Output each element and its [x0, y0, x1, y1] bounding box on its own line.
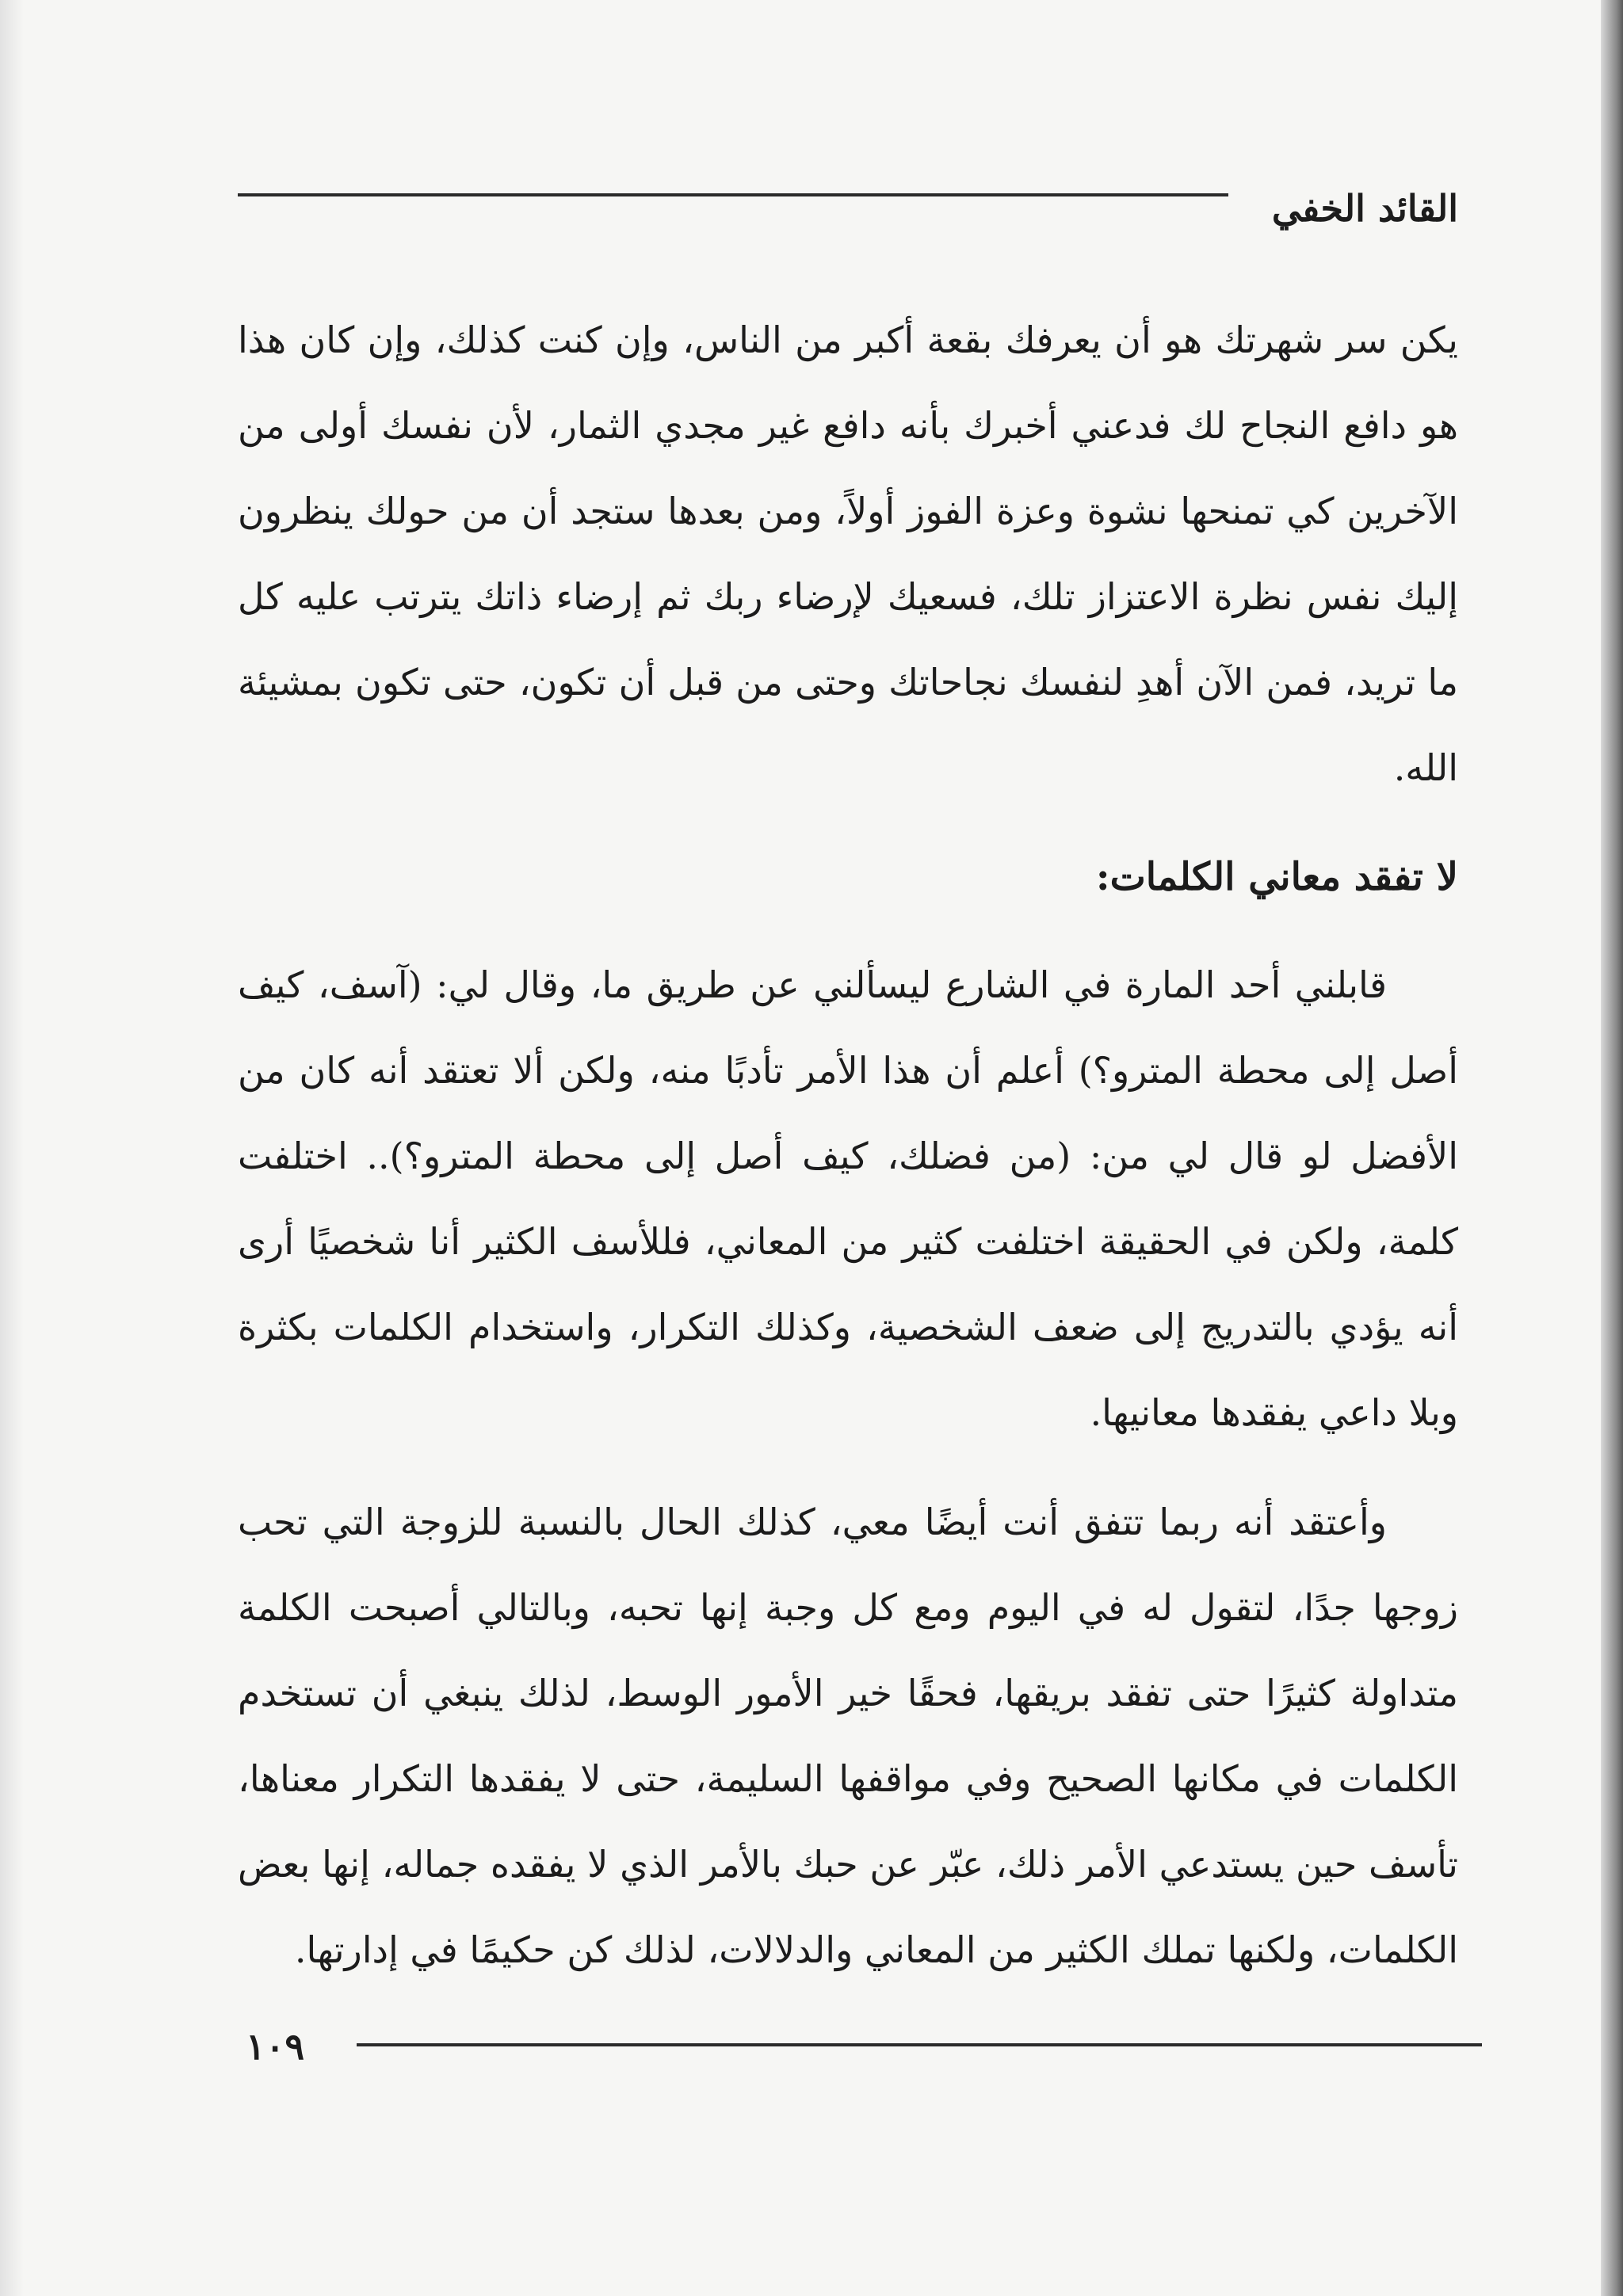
book-title: القائد الخفي	[1271, 187, 1458, 230]
section-heading: لا تفقد معاني الكلمات:	[1095, 855, 1458, 899]
header-rule	[238, 193, 1228, 196]
page-gutter-shadow	[0, 0, 24, 2296]
footer-rule	[357, 2043, 1482, 2046]
page-body	[238, 297, 1458, 1993]
running-footer	[238, 2024, 1482, 2080]
page-number: ١٠٩	[246, 2025, 305, 2068]
paragraph: وأعتقد أنه ربما تتفق أنت أيضًا معي، كذلك الحال بالنسبة للزوجة التي تحب زوجها جدًا، لتقول له في اليوم ومع كل وجبة إنها تحبه، وبالتالي أصبحت الكلمة متداولة كثيرًا حتى تفقد بريقها، فحقًا خير الأمور الوسط، لذلك ينبغي أن تستخدم الكلمات في مكانها الصحيح وفي مواقفها السليمة، حتى لا يفقدها التكرار معناها، تأسف حين يستدعي الأمر ذلك، عبّر عن حبك بالأمر الذي لا يفقده جماله، إنها بعض الكلمات، ولكنها تملك الكثير من المعاني والدلالات، لذلك كن حكيمًا في إدارتها.	[238, 1501, 1458, 1971]
paragraph: قابلني أحد المارة في الشارع ليسألني عن طريق ما، وقال لي: (آسف، كيف أصل إلى محطة المترو؟) أعلم أن هذا الأمر تأدبًا منه، ولكن ألا تعتقد أنه كان من الأفضل لو قال لي من: (من فضلك، كيف أصل إلى محطة المترو؟).. اختلفت كلمة، ولكن في الحقيقة اختلفت كثير من المعاني، فللأسف الكثير أنا شخصيًا أرى أنه يؤدي بالتدريج إلى ضعف الشخصية، وكذلك التكرار، واستخدام الكلمات بكثرة وبلا داعي يفقدها معانيها.	[238, 963, 1458, 1434]
page-edge	[1601, 0, 1623, 2296]
paragraph-continued: يكن سر شهرتك هو أن يعرفك بقعة أكبر من الناس، وإن كنت كذلك، وإن كان هذا هو دافع النجاح لك فدعني أخبرك بأنه دافع غير مجدي الثمار، لأن نفسك أولى من الآخرين كي تمنحها نشوة وعزة الفوز أولاً، ومن بعدها ستجد أن من حولك ينظرون إليك نفس نظرة الاعتزاز تلك، فسعيك لإرضاء ربك ثم إرضاء ذاتك يترتب عليه كل ما تريد، فمن الآن أهدِ لنفسك نجاحاتك وحتى من قبل أن تكون، حتى تكون بمشيئة الله.	[238, 318, 1458, 789]
running-header	[238, 181, 1458, 236]
